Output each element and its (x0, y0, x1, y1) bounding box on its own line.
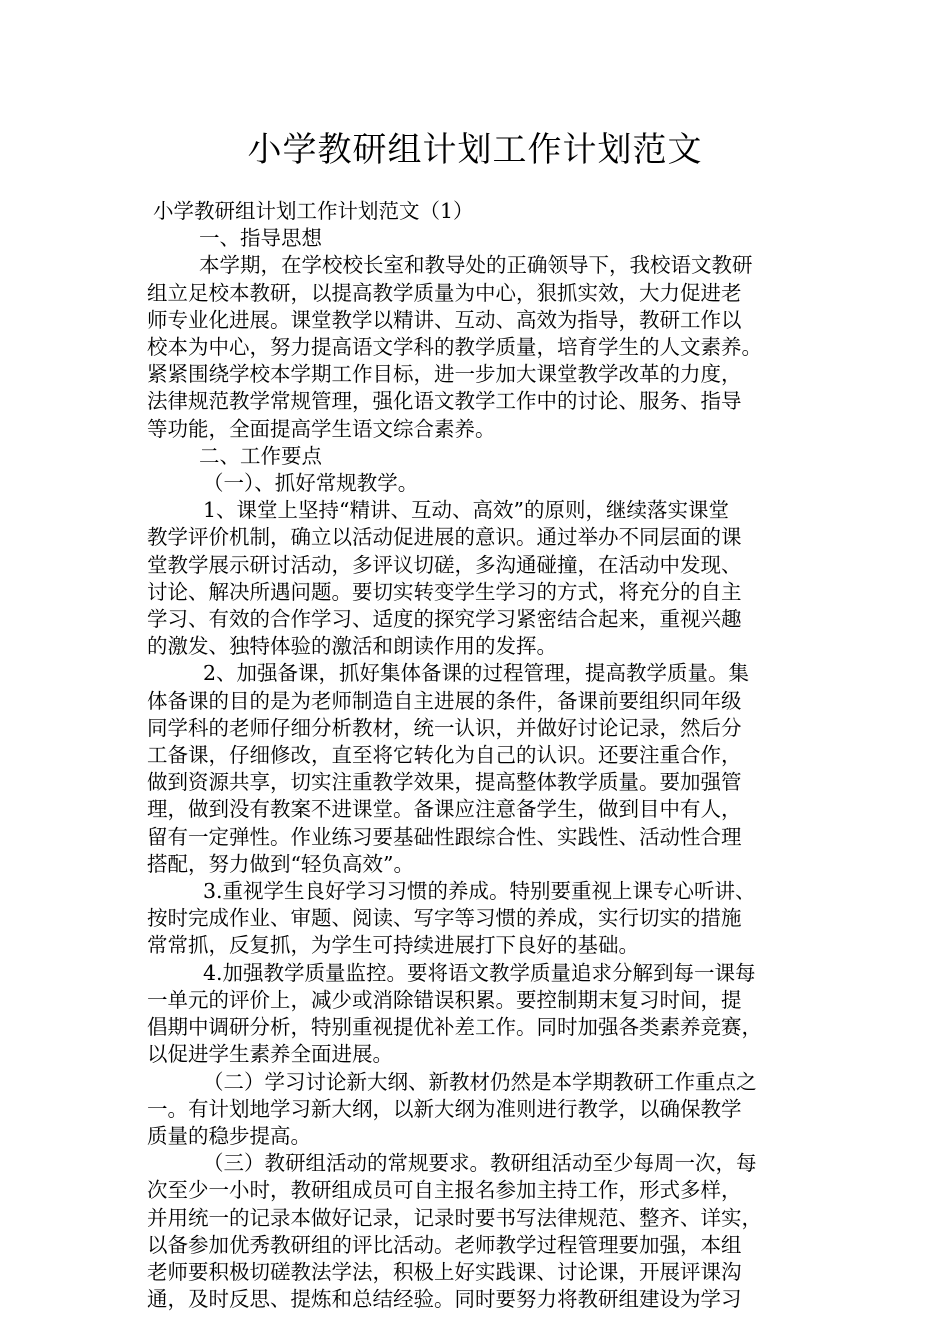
paragraph-line: 老师要积极切磋教法学法，积极上好实践课、讨论课，开展评课沟 (147, 1259, 742, 1284)
paragraph-line: 工备课，仔细修改，直至将它转化为自己的认识。还要注重合作， (147, 743, 742, 768)
subheading-routine-teaching: （一）、抓好常规教学。 (203, 471, 419, 496)
paragraph-line: 4.加强教学质量监控。要将语文教学质量追求分解到每一课每 (203, 960, 756, 985)
paragraph-line: 法律规范教学常规管理，强化语文教学工作中的讨论、服务、指导 (147, 389, 742, 414)
paragraph-line: 按时完成作业、审题、阅读、写字等习惯的养成，实行切实的措施 (147, 906, 742, 931)
subheading-work-points: 二、工作要点 (199, 443, 322, 468)
document-body (147, 198, 825, 1313)
paragraph-line: 同学科的老师仔细分析教材，统一认识，并做好讨论记录，然后分 (147, 715, 742, 740)
paragraph-line: 做到资源共享，切实注重教学效果，提高整体教学质量。要加强管 (147, 770, 742, 795)
paragraph-line: 教学评价机制，确立以活动促进展的意识。通过举办不同层面的课 (147, 525, 742, 550)
paragraph-line: 紧紧围绕学校本学期工作目标，进一步加大课堂教学改革的力度， (147, 362, 742, 387)
paragraph-line: 讨论、解决所遇问题。要切实转变学生学习的方式，将充分的自主 (147, 579, 742, 604)
paragraph-line: 并用统一的记录本做好记录，记录时要书写法律规范、整齐、详实， (147, 1205, 762, 1230)
paragraph-line: 留有一定弹性。作业练习要基础性跟综合性、实践性、活动性合理 (147, 824, 742, 849)
paragraph-line: （二）学习讨论新大纲、新教材仍然是本学期教研工作重点之 (203, 1069, 757, 1094)
subheading-guiding-thought: 一、指导思想 (199, 226, 322, 251)
paragraph-line: 2、加强备课，抓好集体备课的过程管理，提高教学质量。集 (203, 661, 750, 686)
paragraph-line: 组立足校本教研，以提高教学质量为中心，狠抓实效，大力促进老 (147, 280, 742, 305)
paragraph-line: 的激发、独特体验的激活和朗读作用的发挥。 (147, 634, 557, 659)
paragraph-line: 校本为中心，努力提高语文学科的教学质量，培育学生的人文素养。 (147, 335, 762, 360)
paragraph-line: 学习、有效的合作学习、适度的探究学习紧密结合起来，重视兴趣 (147, 607, 742, 632)
paragraph-line: 一。有计划地学习新大纲，以新大纲为准则进行教学，以确保教学 (147, 1096, 742, 1121)
paragraph-line: 师专业化进展。课堂教学以精讲、互动、高效为指导，教研工作以 (147, 307, 742, 332)
paragraph-line: 搭配，努力做到“轻负高效”。 (147, 851, 414, 876)
paragraph-line: 本学期，在学校校长室和教导处的正确领导下，我校语文教研 (199, 253, 753, 278)
paragraph-line: 1、课堂上坚持“精讲、互动、高效”的原则，继续落实课堂 (203, 498, 730, 523)
paragraph-line: 质量的稳步提高。 (147, 1123, 311, 1148)
paragraph-line: 次至少一小时，教研组成员可自主报名参加主持工作，形式多样， (147, 1178, 742, 1203)
paragraph-line: 常常抓，反复抓，为学生可持续进展打下良好的基础。 (147, 933, 639, 958)
paragraph-line: 3.重视学生良好学习习惯的养成。特别要重视上课专心听讲、 (203, 879, 756, 904)
paragraph-line: （三）教研组活动的常规要求。教研组活动至少每周一次，每 (203, 1151, 757, 1176)
paragraph-line: 等功能，全面提高学生语文综合素养。 (147, 416, 496, 441)
paragraph-line: 倡期中调研分析，特别重视提优补差工作。同时加强各类素养竞赛， (147, 1015, 762, 1040)
paragraph-line: 一单元的评价上，减少或消除错误积累。要控制期末复习时间，提 (147, 987, 742, 1012)
section-heading: 小学教研组计划工作计划范文（1） (153, 199, 474, 223)
paragraph-line: 以备参加优秀教研组的评比活动。老师教学过程管理要加强，本组 (147, 1232, 742, 1257)
paragraph-line: 理，做到没有教案不进课堂。备课应注意备学生，做到目中有人， (147, 797, 742, 822)
document-title: 小学教研组计划工作计划范文 (247, 130, 703, 170)
paragraph-line: 堂教学展示研讨活动，多评议切磋，多沟通碰撞，在活动中发现、 (147, 552, 742, 577)
paragraph-line: 通，及时反思、提炼和总结经验。同时要努力将教研组建设为学习 (147, 1287, 742, 1312)
paragraph-line: 以促进学生素养全面进展。 (147, 1042, 393, 1067)
paragraph-line: 体备课的目的是为老师制造自主进展的条件，备课前要组织同年级 (147, 688, 742, 713)
